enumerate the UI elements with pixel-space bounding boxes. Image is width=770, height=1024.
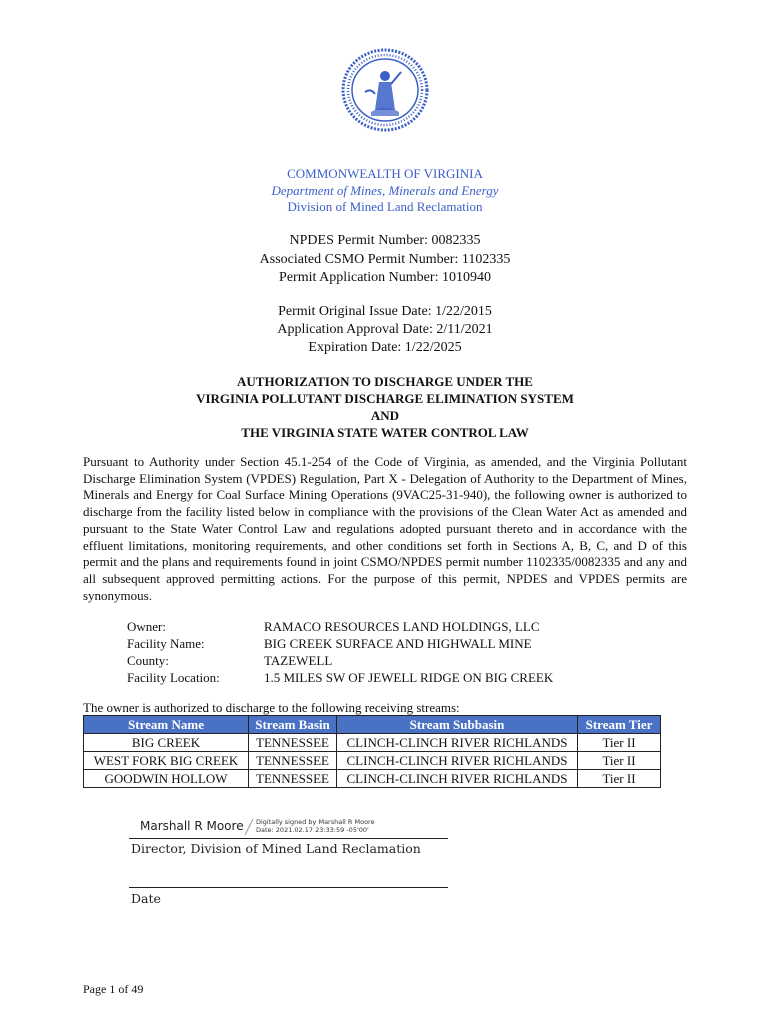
virginia-seal-icon bbox=[341, 48, 429, 132]
cell-stream-subbasin: CLINCH-CLINCH RIVER RICHLANDS bbox=[337, 734, 578, 752]
cell-stream-tier: Tier II bbox=[578, 770, 661, 788]
digital-signature-info bbox=[256, 818, 375, 834]
agency-header bbox=[0, 166, 770, 216]
auth-line-4: THE VIRGINIA STATE WATER CONTROL LAW bbox=[241, 425, 529, 440]
cell-stream-name: BIG CREEK bbox=[84, 734, 249, 752]
owner-label: Owner: bbox=[127, 619, 166, 634]
location-row bbox=[127, 669, 553, 686]
col-stream-name: Stream Name bbox=[84, 716, 249, 734]
location-label: Facility Location: bbox=[127, 670, 220, 685]
location-value: 1.5 MILES SW OF JEWELL RIDGE ON BIG CREEK bbox=[264, 670, 554, 685]
cell-stream-tier: Tier II bbox=[578, 734, 661, 752]
receiving-streams-text: The owner is authorized to discharge to the following receiving streams: bbox=[83, 700, 460, 715]
auth-line-1: AUTHORIZATION TO DISCHARGE UNDER THE bbox=[237, 374, 533, 389]
col-stream-subbasin: Stream Subbasin bbox=[337, 716, 578, 734]
auth-line-3: AND bbox=[370, 408, 400, 423]
table-row bbox=[84, 752, 661, 770]
county-row bbox=[127, 652, 553, 669]
authority-paragraph: Pursuant to Authority under Section 45.1-254 of the Code of Virginia, as amended, and the Virginia Pollutant Discharge Elimination System (VPDES) Regulation, Part X - Delegation of Authority to the Department of Mines, Minerals and Energy for Coal Surface Mining Operations (9VAC25-31-940), the following owner is authorized to discharge from the facility listed below in compliance with the provisions of the Clean Water Act as amended and pursuant to the State Water Control Law and regulations adopted pursuant thereto and in accordance with the effluent limitations, monitoring requirements, and other conditions set forth in Sections A, B, C, and D of this permit and the plans and requirements found in joint CSMO/NPDES permit number 1102335/0082335 and any and all subsequent approved permitting actions. For the purpose of this permit, NPDES and VPDES permits are synonymous. bbox=[83, 454, 687, 603]
date-label: Date bbox=[131, 891, 161, 906]
cell-stream-subbasin: CLINCH-CLINCH RIVER RICHLANDS bbox=[337, 770, 578, 788]
table-row bbox=[84, 770, 661, 788]
application-number: Permit Application Number: 1010940 bbox=[279, 270, 491, 285]
owner-row bbox=[127, 618, 553, 635]
cell-stream-basin: TENNESSEE bbox=[249, 752, 337, 770]
authorization-heading bbox=[0, 373, 770, 441]
col-stream-basin: Stream Basin bbox=[249, 716, 337, 734]
cell-stream-name: GOODWIN HOLLOW bbox=[84, 770, 249, 788]
date-line bbox=[129, 887, 448, 888]
owner-info bbox=[127, 618, 553, 686]
county-value: TAZEWELL bbox=[264, 653, 333, 668]
streams-table bbox=[83, 715, 661, 788]
approval-date: Application Approval Date: 2/11/2021 bbox=[277, 322, 493, 337]
signature-line bbox=[129, 838, 448, 839]
county-label: County: bbox=[127, 653, 169, 668]
permit-dates bbox=[0, 303, 770, 357]
cell-stream-tier: Tier II bbox=[578, 752, 661, 770]
permit-numbers bbox=[0, 232, 770, 288]
cell-stream-name: WEST FORK BIG CREEK bbox=[84, 752, 249, 770]
npdes-permit-number: NPDES Permit Number: 0082335 bbox=[289, 233, 481, 248]
cell-stream-subbasin: CLINCH-CLINCH RIVER RICHLANDS bbox=[337, 752, 578, 770]
agency-line-commonwealth: COMMONWEALTH OF VIRGINIA bbox=[287, 166, 483, 181]
cell-stream-basin: TENNESSEE bbox=[249, 770, 337, 788]
signature-name: Marshall R Moore bbox=[140, 819, 244, 833]
original-issue-date: Permit Original Issue Date: 1/22/2015 bbox=[278, 304, 492, 319]
digital-signed-date: Date: 2021.02.17 23:33:59 -05'00' bbox=[256, 826, 369, 834]
csmo-permit-number: Associated CSMO Permit Number: 1102335 bbox=[259, 251, 511, 267]
agency-line-division: Division of Mined Land Reclamation bbox=[287, 199, 483, 214]
auth-line-2: VIRGINIA POLLUTANT DISCHARGE ELIMINATION SYSTEM bbox=[196, 391, 574, 406]
owner-value: RAMACO RESOURCES LAND HOLDINGS, LLC bbox=[264, 619, 540, 634]
page-number: Page 1 of 49 bbox=[83, 982, 144, 996]
facility-row bbox=[127, 635, 553, 652]
cell-stream-basin: TENNESSEE bbox=[249, 734, 337, 752]
facility-value: BIG CREEK SURFACE AND HIGHWALL MINE bbox=[264, 636, 532, 651]
table-header-row bbox=[84, 716, 661, 734]
expiration-date: Expiration Date: 1/22/2025 bbox=[308, 340, 462, 355]
facility-label: Facility Name: bbox=[127, 636, 205, 651]
table-row bbox=[84, 734, 661, 752]
agency-line-department: Department of Mines, Minerals and Energy bbox=[271, 182, 499, 198]
col-stream-tier: Stream Tier bbox=[578, 716, 661, 734]
signer-title: Director, Division of Mined Land Reclamation bbox=[131, 841, 421, 856]
signature-separator-icon bbox=[244, 818, 254, 836]
digital-signed-by: Digitally signed by Marshall R Moore bbox=[256, 818, 375, 826]
